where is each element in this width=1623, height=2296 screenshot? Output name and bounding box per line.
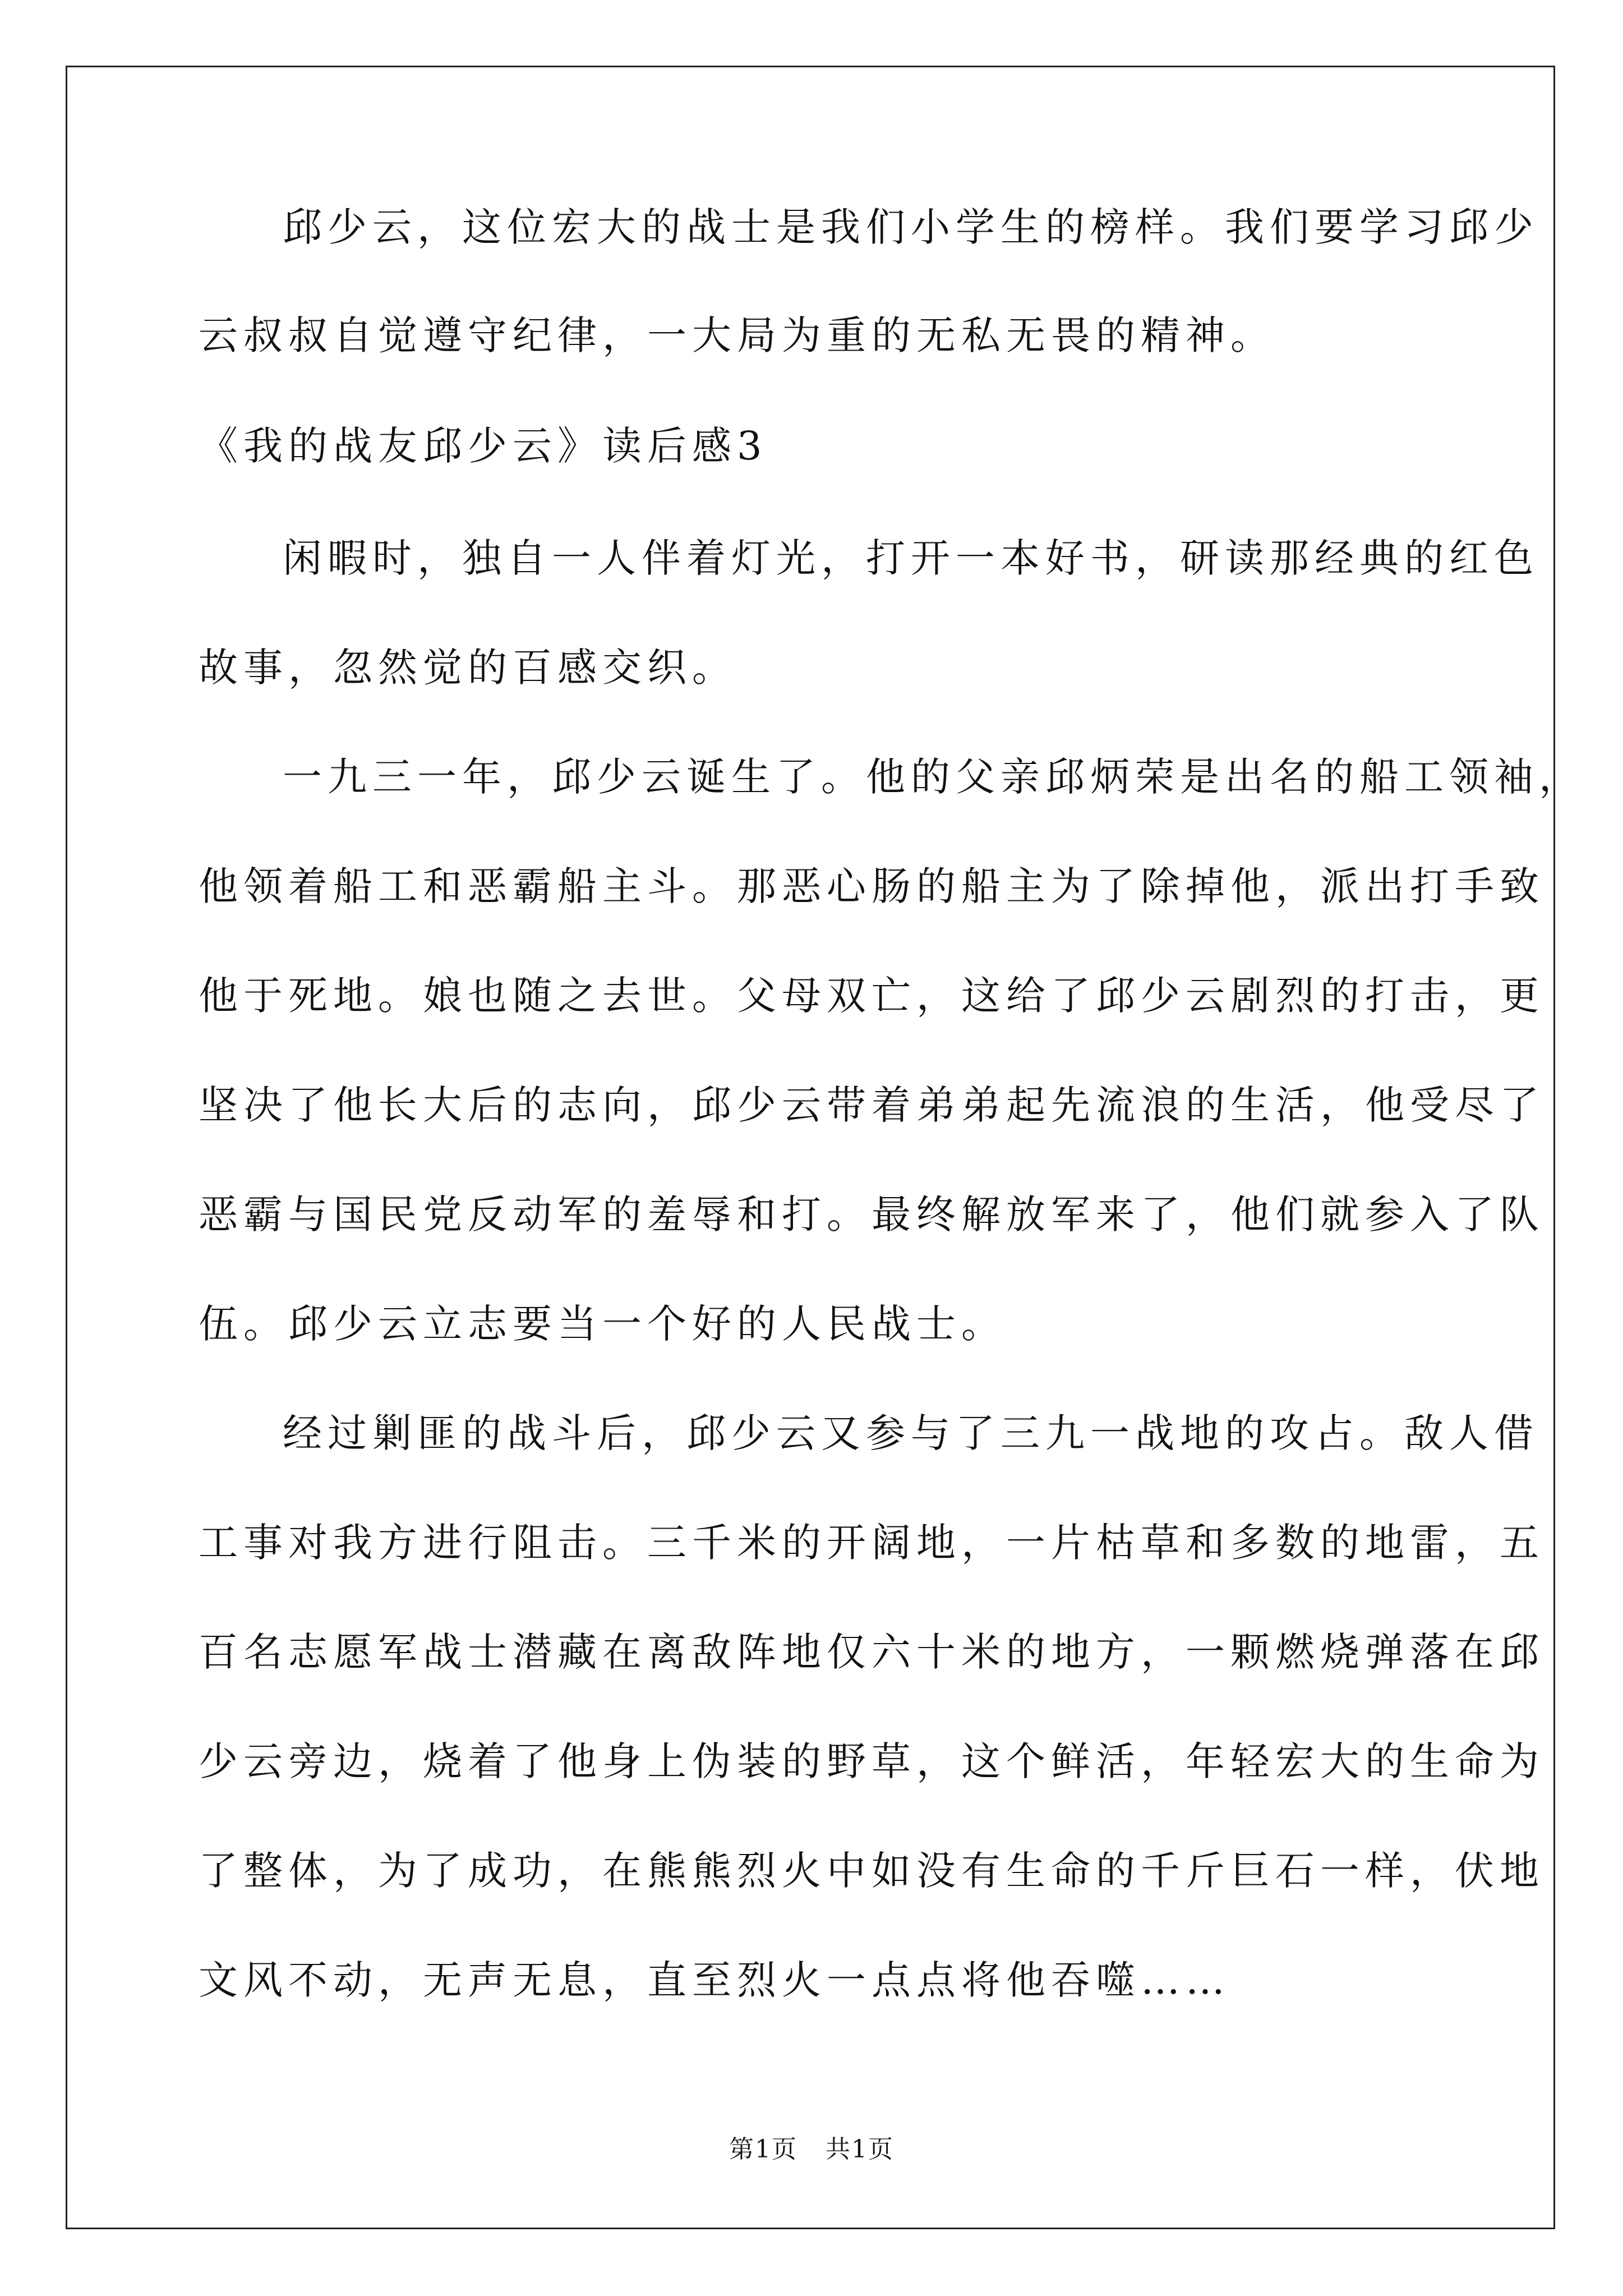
paragraph-line: 工事对我方进行阻击。三千米的开阔地，一片枯草和多数的地雷，五: [199, 1520, 1544, 1566]
page-border: [66, 66, 1555, 2229]
paragraph-line: 邱少云，这位宏大的战士是我们小学生的榜样。我们要学习邱少: [283, 204, 1539, 250]
page-total: 共1页: [826, 2135, 894, 2164]
paragraph-line: 经过剿匪的战斗后，邱少云又参与了三九一战地的攻占。敌人借: [283, 1410, 1539, 1456]
paragraph-line: 少云旁边，烧着了他身上伪装的野草，这个鲜活，年轻宏大的生命为: [199, 1738, 1544, 1784]
paragraph-line: 云叔叔自觉遵守纪律，一大局为重的无私无畏的精神。: [199, 312, 1275, 358]
paragraph-line: 文风不动，无声无息，直至烈火一点点将他吞噬……: [199, 1957, 1230, 2003]
paragraph-line: 他领着船工和恶霸船主斗。那恶心肠的船主为了除掉他，派出打手致: [199, 863, 1544, 909]
paragraph-line: 故事，忽然觉的百感交织。: [199, 645, 737, 691]
paragraph-line: 了整体，为了成功，在熊熊烈火中如没有生命的千斤巨石一样，伏地: [199, 1848, 1544, 1894]
paragraph-line: 一九三一年，邱少云诞生了。他的父亲邱炳荣是出名的船工领袖，: [283, 754, 1584, 800]
paragraph-line: 伍。邱少云立志要当一个好的人民战士。: [199, 1301, 1006, 1347]
paragraph-line: 闲暇时，独自一人伴着灯光，打开一本好书，研读那经典的红色: [283, 535, 1539, 581]
page-footer: [0, 2129, 1623, 2165]
paragraph-line: 恶霸与国民党反动军的羞辱和打。最终解放军来了，他们就参入了队: [199, 1191, 1544, 1237]
page-number: 第1页: [729, 2135, 797, 2164]
section-heading: 《我的战友邱少云》读后感3: [199, 423, 768, 469]
paragraph-line: 他于死地。娘也随之去世。父母双亡，这给了邱少云剧烈的打击，更: [199, 973, 1544, 1019]
paragraph-line: 百名志愿军战士潜藏在离敌阵地仅六十米的地方，一颗燃烧弹落在邱: [199, 1629, 1544, 1675]
paragraph-line: 坚决了他长大后的志向，邱少云带着弟弟起先流浪的生活，他受尽了: [199, 1082, 1544, 1128]
